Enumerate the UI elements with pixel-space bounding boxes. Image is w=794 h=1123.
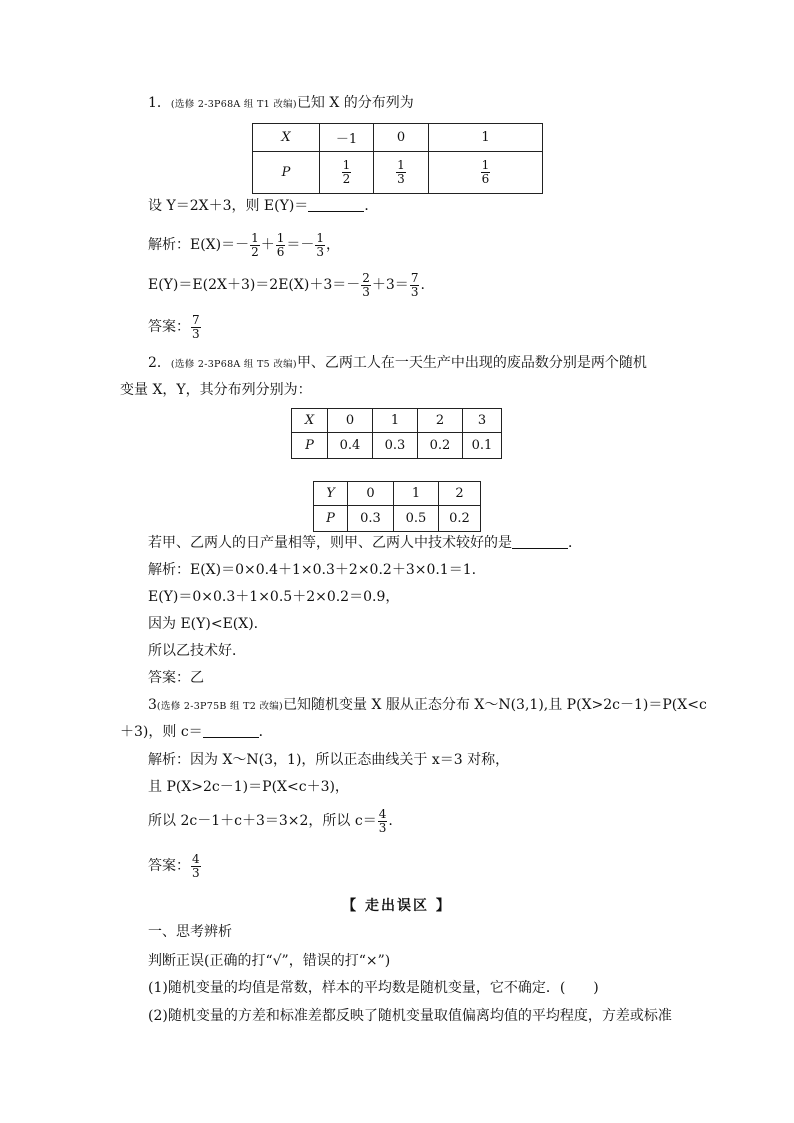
q2-p-label: P [292, 433, 328, 459]
q1-question: 设 Y＝2X＋3，则 E(Y)＝ ． [148, 198, 379, 214]
q2-stem-line-1: 2．(选修 2-3P68A 组 T5 改编)甲、乙两工人在一天生产中出现的废品数分别是两个随机 [148, 355, 647, 371]
solution-label: 解析： [148, 237, 190, 253]
solution-label: 解析： [148, 752, 190, 768]
q2-y-value: 0 [348, 482, 394, 506]
q1-x-label: X [253, 124, 320, 152]
section-instruction: 判断正误(正确的打“√”，错误的打“×”) [148, 953, 391, 969]
q1-source: (选修 2-3P68A 组 T1 改编) [170, 99, 297, 110]
q1-x-value: 1 [429, 124, 543, 152]
q2-x-value: 3 [463, 409, 502, 433]
q2-stem-line-2: 变量 X，Y，其分布列分别为： [120, 382, 312, 398]
q2-p-value: 0.4 [328, 433, 373, 459]
q2-question: 若甲、乙两人的日产量相等，则甲、乙两人中技术较好的是 ． [148, 535, 582, 551]
q2-y-value: 1 [394, 482, 439, 506]
q2-x-value: 2 [418, 409, 463, 433]
q3-source: (选修 2-3P75B 组 T2 改编) [156, 701, 284, 712]
q3-solution-line-2: 且 P(X>2c－1)＝P(X<c＋3)， [148, 779, 349, 795]
q1-p-label: P [253, 152, 320, 194]
q1-x-value: －1 [320, 124, 374, 152]
q2-p-value: 0.1 [463, 433, 502, 459]
q1-answer: 答案： $\frac{7}{3}$ [148, 312, 200, 341]
q1-p-value: $\frac{1}{3}$ [374, 152, 429, 194]
section-title: 【 走出误区 】 [342, 898, 452, 914]
q3-number: 3 [148, 697, 157, 713]
q2-solution-line-3: 因为 E(Y)<E(X). [148, 616, 259, 632]
q2-y-distribution-table [313, 481, 481, 532]
q2-p-value: 0.3 [348, 506, 394, 532]
q2-x-value: 1 [373, 409, 418, 433]
q1-p-value: $\frac{1}{2}$ [320, 152, 374, 194]
answer-label: 答案： [148, 319, 190, 335]
q3-answer: 答案： $\frac{4}{3}$ [148, 851, 200, 880]
q2-answer: 答案：乙 [148, 670, 204, 686]
solution-label: 解析： [148, 562, 190, 578]
q3-stem-line-2: ＋3)，则 c＝ ． [120, 724, 273, 740]
q3-solution-line-1: 解析：因为 X～N(3，1)，所以正态曲线关于 x＝3 对称， [148, 752, 510, 768]
q1-x-value: 0 [374, 124, 429, 152]
q2-x-value: 0 [328, 409, 373, 433]
q2-p-value: 0.5 [394, 506, 439, 532]
q2-y-label: Y [314, 482, 348, 506]
section-item-1: (1)随机变量的均值是常数，样本的平均数是随机变量，它不确定．( ) [148, 980, 599, 996]
q3-solution-line-3: 所以 2c－1＋c＋3＝3×2，所以 c＝ $\frac{4}{3}$ . [148, 806, 393, 835]
answer-label: 答案： [148, 670, 190, 686]
answer-label: 答案： [148, 858, 190, 874]
answer-blank [308, 197, 364, 212]
q2-y-value: 2 [439, 482, 481, 506]
q2-p-value: 0.2 [418, 433, 463, 459]
q2-source: (选修 2-3P68A 组 T5 改编) [170, 359, 297, 370]
answer-blank [203, 723, 259, 738]
q2-number: 2． [148, 355, 171, 371]
q3-stem-line-1: 3(选修 2-3P75B 组 T2 改编)已知随机变量 X 服从正态分布 X～N(3,1),且 P(X>2c－1)＝P(X<c [148, 697, 707, 713]
q1-stem [148, 93, 414, 115]
q2-p-value: 0.3 [373, 433, 418, 459]
section-subtitle: 一、思考辨析 [148, 924, 232, 940]
answer-blank [512, 534, 568, 549]
q1-solution-line-1: 解析：E(X)＝－ $\frac{1}{2}$ ＋ $\frac{1}{6}$ ＝－ $\frac{1}{3}$ ， [148, 230, 341, 259]
q2-solution-line-1: 解析：E(X)＝0×0.4＋1×0.3＋2×0.2＋3×0.1＝1. [148, 562, 477, 578]
q2-p-label: P [314, 506, 348, 532]
q1-number: 1． [148, 95, 171, 111]
q1-p-value: $\frac{1}{6}$ [429, 152, 543, 194]
q1-stem-text: 已知 X 的分布列为 [296, 95, 414, 111]
q1-distribution-table [252, 123, 543, 194]
q2-solution-line-4: 所以乙技术好． [148, 643, 246, 659]
q2-p-value: 0.2 [439, 506, 481, 532]
section-item-2: (2)随机变量的方差和标准差都反映了随机变量取值偏离均值的平均程度，方差或标准 [148, 1008, 672, 1024]
q2-solution-line-2: E(Y)＝0×0.3＋1×0.5＋2×0.2＝0.9， [148, 589, 400, 605]
q2-x-label: X [292, 409, 328, 433]
q2-x-distribution-table [291, 408, 502, 459]
q1-solution-line-2: E(Y)＝E(2X＋3)＝2E(X)＋3＝－ $\frac{2}{3}$ ＋3＝ $\frac{7}{3}$ . [148, 270, 425, 299]
